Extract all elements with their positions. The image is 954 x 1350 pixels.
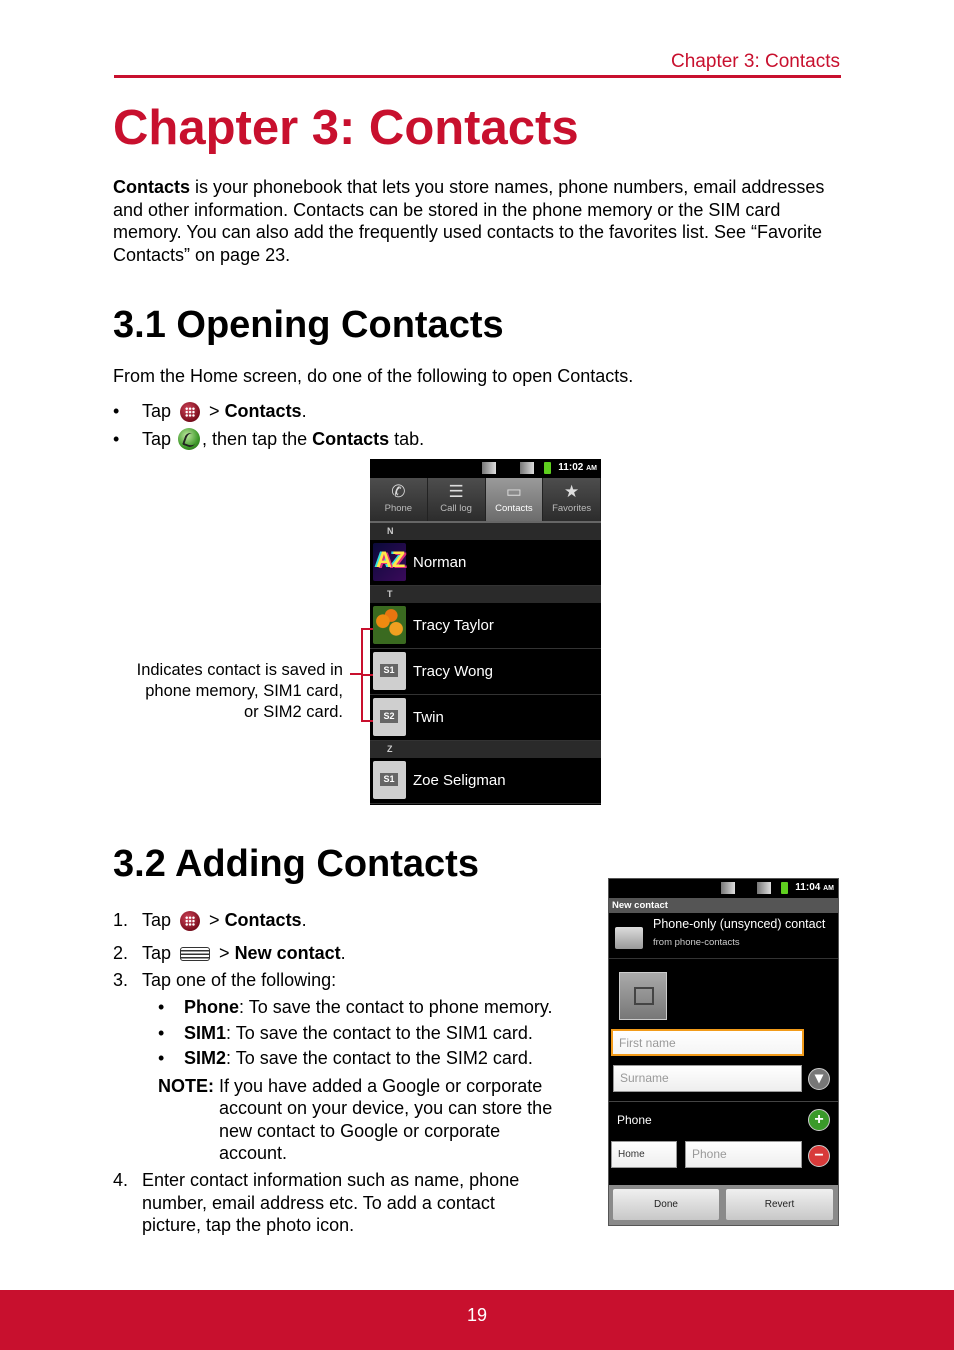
step-number: 1. bbox=[113, 910, 129, 930]
step-number: 3. bbox=[113, 970, 129, 990]
surname-field[interactable]: Surname bbox=[613, 1065, 802, 1092]
battery-icon bbox=[544, 462, 551, 474]
star-icon: ★ bbox=[564, 482, 580, 501]
bullet-dot: • bbox=[158, 997, 165, 1017]
step-3 bbox=[113, 969, 337, 991]
step-number: 4. bbox=[113, 1170, 129, 1190]
call-log-icon: ☰ bbox=[448, 482, 464, 501]
contact-photo bbox=[373, 543, 406, 581]
tab-call-log[interactable]: ☰ Call log bbox=[428, 478, 486, 521]
list-item[interactable] bbox=[370, 540, 601, 586]
section-header-n: N bbox=[370, 523, 601, 540]
note-label: NOTE: bbox=[158, 1076, 214, 1096]
sim1-icon: S1 bbox=[373, 761, 406, 799]
bullet-2-then: , then tap the bbox=[202, 429, 313, 449]
battery-icon bbox=[781, 882, 788, 894]
step-4 bbox=[113, 1169, 520, 1191]
step-1 bbox=[113, 909, 307, 931]
contact-name: Twin bbox=[413, 709, 444, 726]
signal-icon bbox=[721, 882, 735, 894]
note-text: If you have added a Google or corporate bbox=[214, 1076, 543, 1096]
list-item[interactable] bbox=[370, 758, 601, 804]
note-text: account. bbox=[219, 1143, 288, 1163]
header-rule bbox=[114, 75, 841, 78]
bullet-1-end: . bbox=[301, 401, 307, 421]
account-selector[interactable] bbox=[609, 913, 838, 959]
add-phone-icon[interactable]: + bbox=[808, 1109, 830, 1131]
new-contact-title: New contact bbox=[609, 898, 838, 913]
tab-phone[interactable]: ✆ Phone bbox=[370, 478, 428, 521]
callout-line bbox=[361, 674, 373, 676]
phone-icon: ✆ bbox=[391, 482, 406, 501]
callout-line bbox=[361, 720, 373, 722]
bullet-1-tap: Tap bbox=[142, 401, 172, 421]
account-line-2: from phone-contacts bbox=[653, 937, 740, 948]
option-sim1: • SIM1: To save the contact to the SIM1 card. bbox=[158, 1023, 533, 1043]
step-4-text: picture, tap the photo icon. bbox=[142, 1215, 355, 1235]
sim1-icon: S1 bbox=[373, 652, 406, 690]
phone-number-field[interactable]: Phone bbox=[685, 1141, 802, 1168]
signal-icon bbox=[482, 462, 496, 474]
bullet-2-text bbox=[142, 428, 424, 450]
contacts-icon: ▭ bbox=[505, 482, 522, 501]
phone-type-select[interactable]: Home bbox=[611, 1141, 677, 1168]
signal-icon bbox=[520, 462, 534, 474]
running-header: Chapter 3: Contacts bbox=[671, 51, 840, 72]
chapter-title: Chapter 3: Contacts bbox=[113, 101, 579, 155]
step-4-text: number, email address etc. To add a contact bbox=[142, 1193, 495, 1213]
divider bbox=[609, 1101, 838, 1102]
step-3-text: Tap one of the following: bbox=[142, 970, 337, 990]
add-photo-icon[interactable] bbox=[619, 972, 667, 1020]
bullet-2-end: tab. bbox=[389, 429, 425, 449]
page-footer bbox=[0, 1290, 954, 1350]
bullet-dot: • bbox=[158, 1023, 165, 1043]
apps-icon bbox=[180, 911, 200, 931]
intro-lead: Contacts bbox=[113, 177, 191, 197]
list-item[interactable] bbox=[370, 649, 601, 695]
bullet-1-text bbox=[142, 400, 307, 422]
expand-name-icon[interactable]: ▾ bbox=[808, 1068, 830, 1090]
revert-button[interactable]: Revert bbox=[726, 1189, 833, 1220]
button-bar bbox=[609, 1185, 838, 1225]
menu-icon bbox=[180, 947, 210, 961]
callout-text: Indicates contact is saved in phone memory, SIM1 card, or SIM2 card. bbox=[136, 661, 343, 721]
intro-paragraph bbox=[113, 176, 843, 266]
contact-name: Zoe Seligman bbox=[413, 772, 506, 789]
callout-line bbox=[361, 628, 373, 630]
list-item[interactable] bbox=[370, 603, 601, 649]
note bbox=[158, 1075, 542, 1097]
account-line-1: Phone-only (unsynced) contact bbox=[653, 917, 826, 931]
option-phone: • Phone: To save the contact to phone memory. bbox=[158, 997, 553, 1017]
note-text: new contact to Google or corporate bbox=[219, 1121, 501, 1141]
section-header-t: T bbox=[370, 586, 601, 603]
bullet-1-target: Contacts bbox=[224, 401, 302, 421]
tab-contacts[interactable]: ▭ Contacts bbox=[486, 478, 544, 521]
section-header-z: Z bbox=[370, 741, 601, 758]
page-number: 19 bbox=[466, 1305, 488, 1325]
list-item[interactable] bbox=[370, 695, 601, 741]
bullet-dot: • bbox=[113, 401, 120, 421]
done-button[interactable]: Done bbox=[613, 1189, 719, 1220]
status-bar bbox=[370, 459, 601, 478]
bullet-dot: • bbox=[113, 429, 120, 449]
status-time: 11:04 AM bbox=[795, 882, 834, 893]
contact-photo bbox=[373, 606, 406, 644]
bullet-2 bbox=[113, 428, 425, 450]
section-3-1-intro: From the Home screen, do one of the following to open Contacts. bbox=[113, 366, 634, 386]
bullet-1-gt: > bbox=[204, 401, 225, 421]
signal-icon bbox=[757, 882, 771, 894]
sim2-icon: S2 bbox=[373, 698, 406, 736]
phone-dialer-icon bbox=[178, 428, 200, 450]
section-3-2-heading: 3.2 Adding Contacts bbox=[113, 843, 479, 885]
account-icon bbox=[615, 927, 643, 949]
bullet-1 bbox=[113, 400, 307, 422]
first-name-field[interactable]: First name bbox=[611, 1029, 804, 1056]
apps-icon bbox=[180, 402, 200, 422]
status-bar bbox=[609, 879, 838, 898]
bullet-2-tap: Tap bbox=[142, 429, 172, 449]
step-2-text: Tap > New contact. bbox=[142, 943, 346, 963]
note-text: account on your device, you can store the bbox=[219, 1098, 553, 1118]
step-1-text: Tap > Contacts. bbox=[142, 910, 307, 930]
bullet-dot: • bbox=[158, 1048, 165, 1068]
bullet-2-target: Contacts bbox=[312, 429, 390, 449]
step-2 bbox=[113, 942, 346, 964]
contacts-tabbar bbox=[370, 478, 601, 523]
intro-text: is your phonebook that lets you store names, phone numbers, email addresses and other information. Contacts can be stored in the phone memory or the SIM card memory. You can also add the frequently used contacts to the favorites list. See “Favorite Contacts” on page 23. bbox=[113, 177, 825, 265]
new-contact-screenshot bbox=[608, 878, 839, 1226]
section-3-1-heading: 3.1 Opening Contacts bbox=[113, 304, 504, 346]
phone-section-label: Phone bbox=[617, 1113, 652, 1127]
tab-favorites[interactable]: ★ Favorites bbox=[543, 478, 601, 521]
remove-phone-icon[interactable]: − bbox=[808, 1145, 830, 1167]
contact-name: Tracy Taylor bbox=[413, 617, 494, 634]
contacts-list-screenshot bbox=[370, 459, 601, 805]
option-sim2: • SIM2: To save the contact to the SIM2 card. bbox=[158, 1048, 533, 1068]
step-number: 2. bbox=[113, 943, 129, 963]
contact-name: Norman bbox=[413, 554, 467, 571]
contact-name: Tracy Wong bbox=[413, 663, 494, 680]
step-4-text: Enter contact information such as name, phone bbox=[142, 1170, 520, 1190]
status-time: 11:02 AM bbox=[558, 462, 597, 473]
